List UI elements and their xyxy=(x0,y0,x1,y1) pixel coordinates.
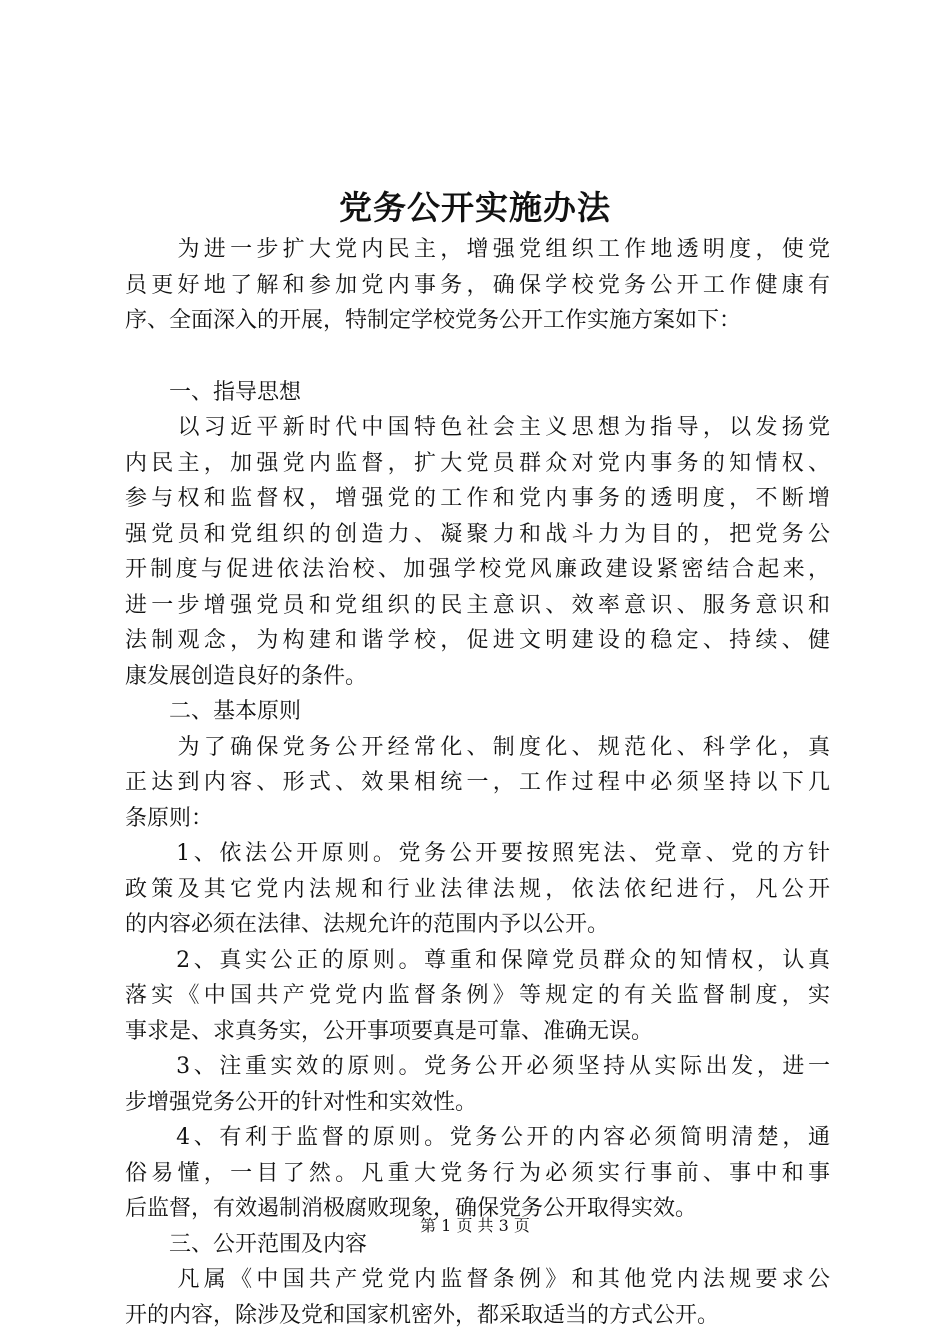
text-line: 事求是、求真务实，公开事项要真是可靠、准确无误。 xyxy=(125,1018,654,1044)
text-line: 内民主，加强党内监督，扩大党员群众对党内事务的知情权、 xyxy=(125,450,830,476)
text-line: 后监督，有效遏制消极腐败现象，确保党务公开取得实效。 xyxy=(125,1196,698,1221)
text-line: 员更好地了解和参加党内事务，确保学校党务公开工作健康有 xyxy=(125,272,830,298)
text-line: 凡属《中国共产党党内监督条例》和其他党内法规要求公 xyxy=(125,1267,830,1292)
text-line: 俗易懂，一目了然。凡重大党务行为必须实行事前、事中和事 xyxy=(125,1160,830,1186)
text-line: 政策及其它党内法规和行业法律法规，依法依纪进行，凡公开 xyxy=(125,876,830,902)
text-line: 为进一步扩大党内民主，增强党组织工作地透明度，使党 xyxy=(125,237,830,262)
document-title: 党务公开实施办法 xyxy=(339,188,611,227)
text-line: 强党员和党组织的创造力、凝聚力和战斗力为目的，把党务公 xyxy=(125,521,830,547)
text-line: 序、全面深入的开展，特制定学校党务公开工作实施方案如下： xyxy=(125,308,742,333)
text-line: 4、有利于监督的原则。党务公开的内容必须简明清楚，通 xyxy=(125,1125,830,1150)
text-line: 步增强党务公开的针对性和实效性。 xyxy=(125,1089,478,1115)
document-body xyxy=(125,232,830,1333)
text-line: 二、基本原则 xyxy=(125,699,302,724)
text-line: 开制度与促进依法治校、加强学校党风廉政建设紧密结合起来， xyxy=(125,557,830,582)
text-line: 开的内容，除涉及党和国家机密外，都采取适当的方式公开。 xyxy=(125,1302,720,1328)
text-line: 进一步增强党员和党组织的民主意识、效率意识、服务意识和 xyxy=(125,592,830,618)
text-line: 条原则： xyxy=(125,805,214,831)
text-line: 落实《中国共产党党内监督条例》等规定的有关监督制度，实 xyxy=(125,983,830,1008)
text-line: 以习近平新时代中国特色社会主义思想为指导，以发扬党 xyxy=(125,415,830,440)
text-line: 三、公开范围及内容 xyxy=(125,1231,368,1257)
text-line: 2、真实公正的原则。尊重和保障党员群众的知情权，认真 xyxy=(125,947,830,973)
text-line: 康发展创造良好的条件。 xyxy=(125,663,368,689)
text-line: 法制观念，为构建和谐学校，促进文明建设的稳定、持续、健 xyxy=(125,628,830,653)
paragraph-gap xyxy=(125,339,830,375)
page-footer: 第 1 页 共 3 页 xyxy=(420,1216,530,1235)
text-line: 正达到内容、形式、效果相统一，工作过程中必须坚持以下几 xyxy=(125,770,830,795)
text-line: 的内容必须在法律、法规允许的范围内予以公开。 xyxy=(125,912,610,937)
text-line: 一、指导思想 xyxy=(125,379,302,405)
text-line: 参与权和监督权，增强党的工作和党内事务的透明度，不断增 xyxy=(125,486,830,511)
text-line: 为了确保党务公开经常化、制度化、规范化、科学化，真 xyxy=(125,734,830,760)
text-line: 3、注重实效的原则。党务公开必须坚持从实际出发，进一 xyxy=(125,1054,830,1079)
text-line: 1、依法公开原则。党务公开要按照宪法、党章、党的方针 xyxy=(125,841,830,866)
